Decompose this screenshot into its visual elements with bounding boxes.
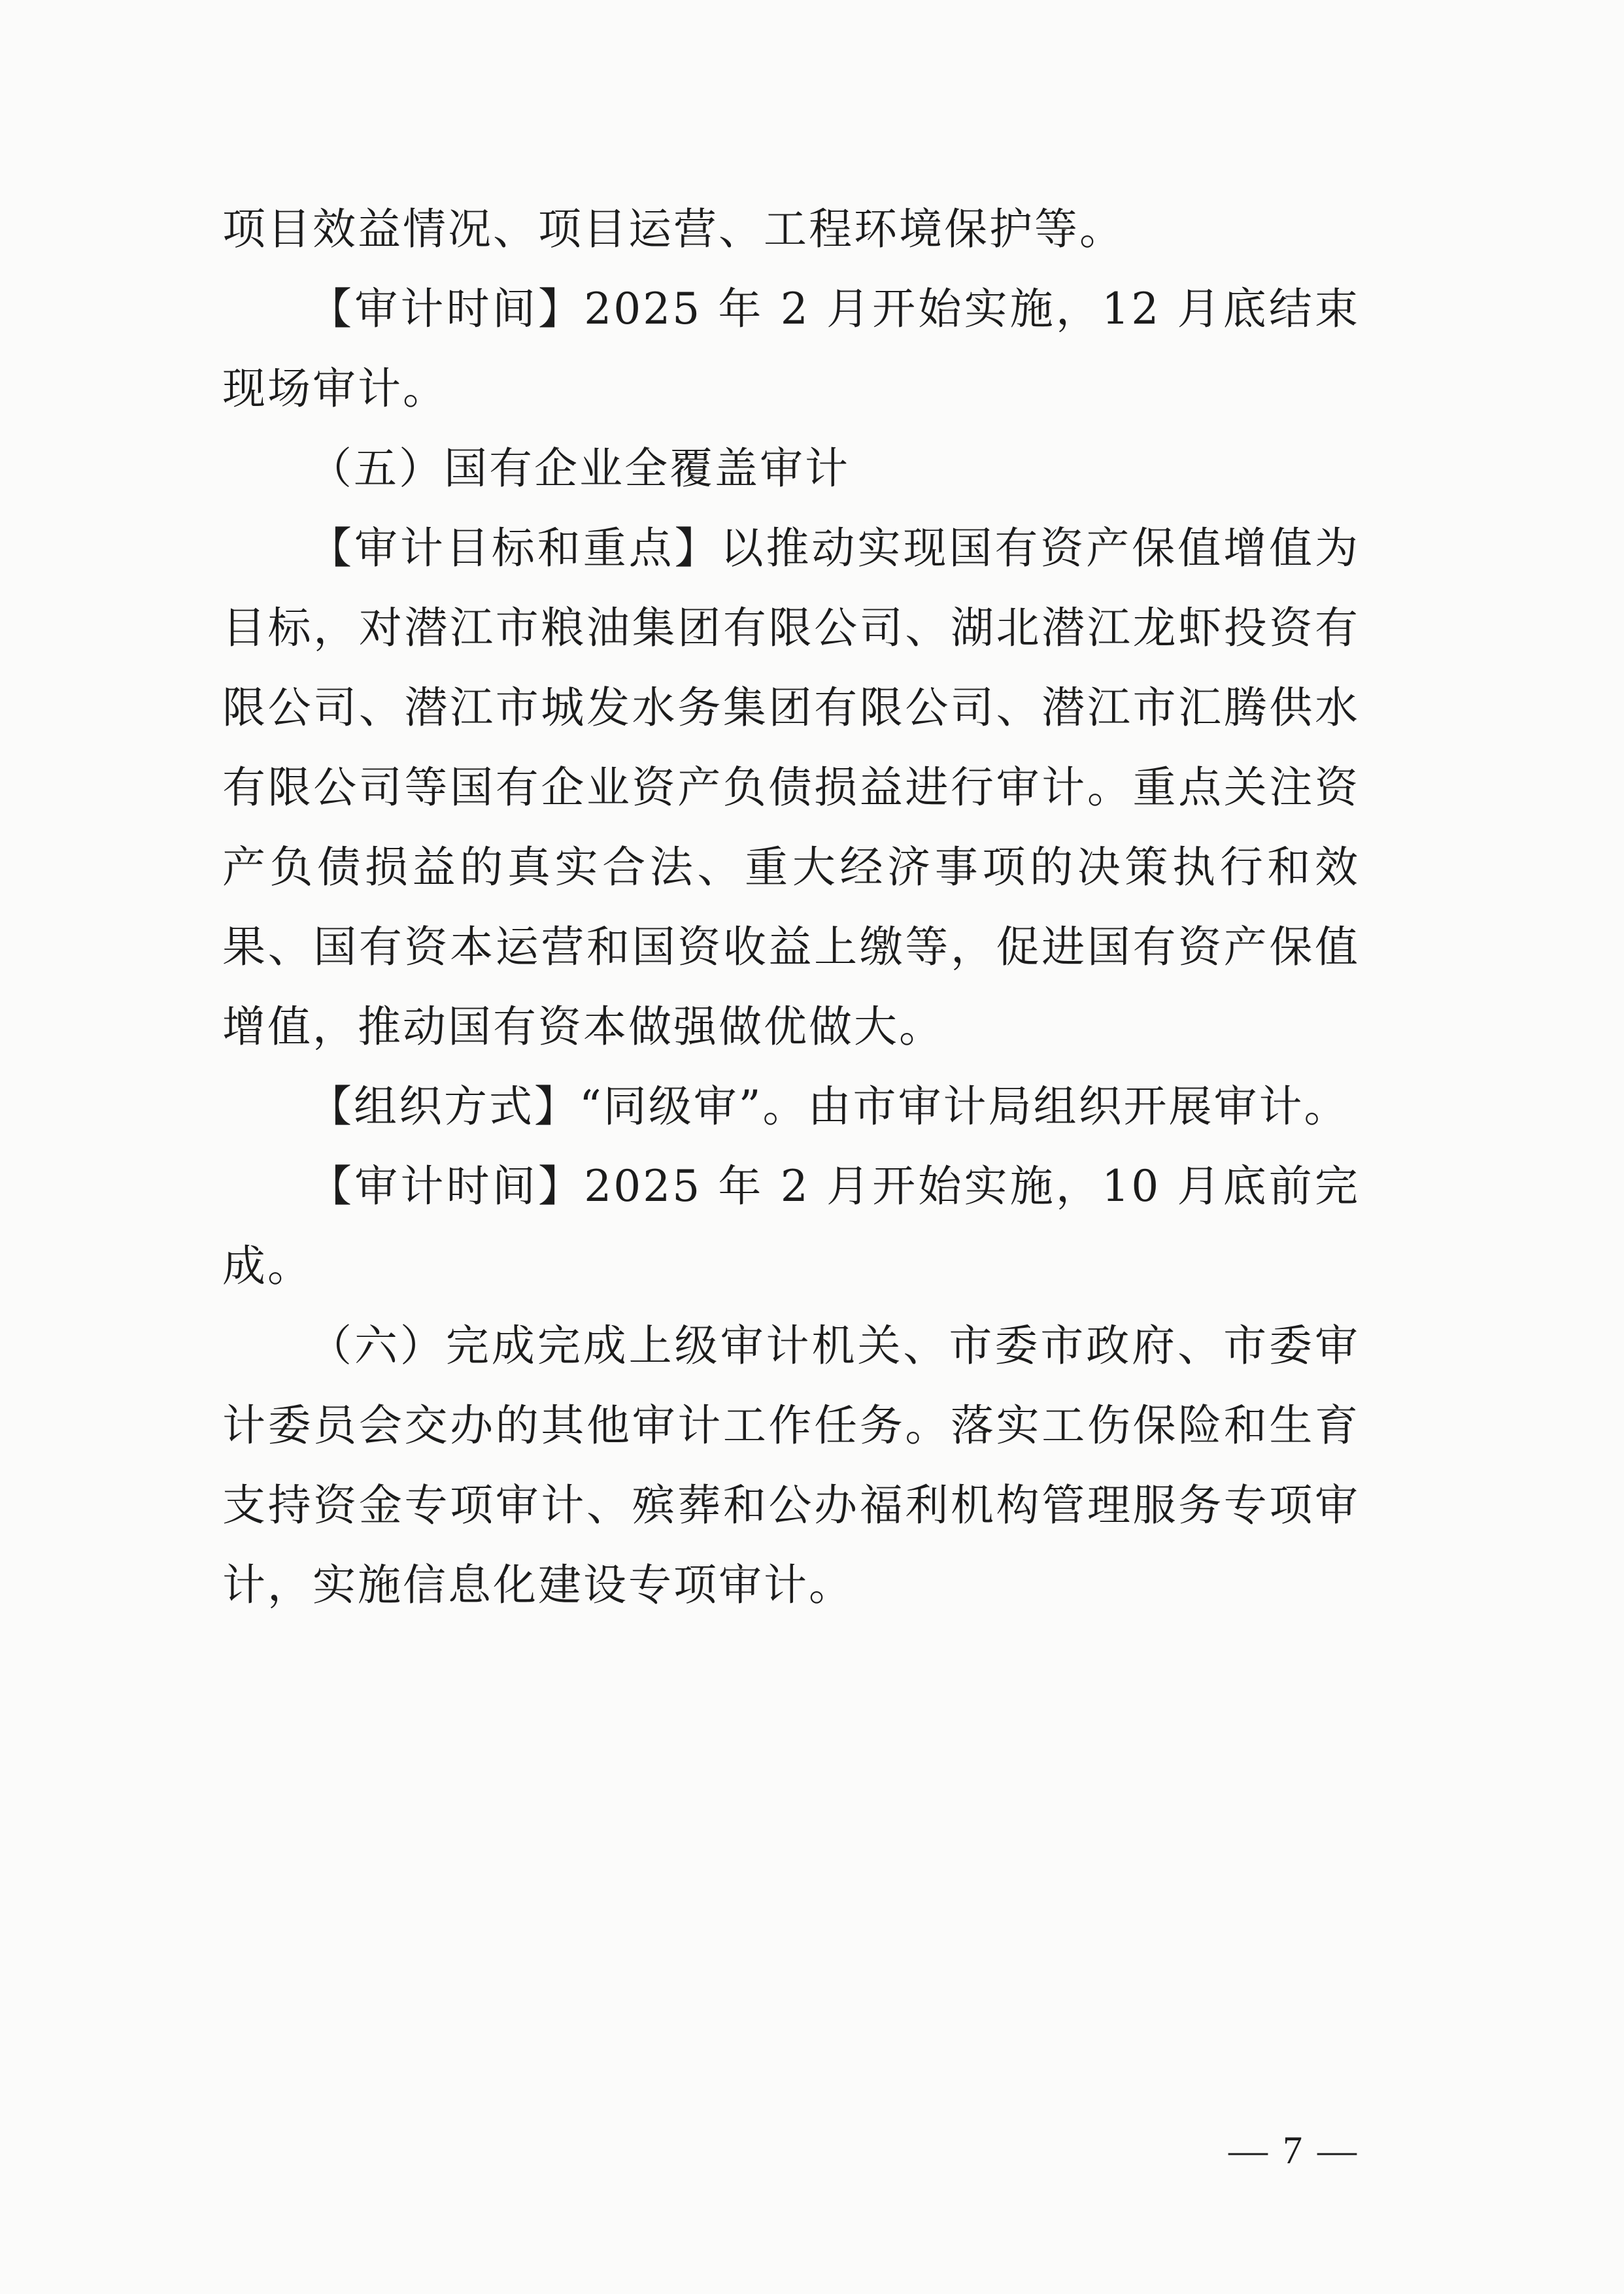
paragraph-project-benefits: 项目效益情况、项目运营、工程环境保护等。: [222, 204, 1125, 254]
document-body: [222, 190, 1360, 1625]
page-number: — 7 —: [1228, 2129, 1359, 2172]
section-heading-soe-audit: （五）国有企业全覆盖审计: [309, 443, 850, 494]
paragraph-audit-goals-focus: 【审计目标和重点】以推动实现国有资产保值增值为目标，对潜江市粮油集团有限公司、湖北潜江龙虾投资有限公司、潜江市城发水务集团有限公司、潜江市汇腾供水有限公司等国有企业资产负债损益进行审计。重点关注资产负债损益的真实合法、重大经济事项的决策执行和效果、国有资本运营和国资收益上缴等，促进国有资产保值增值，推动国有资本做强做优做大。: [222, 523, 1360, 1052]
paragraph-audit-time-soe: 【审计时间】2025 年 2 月开始实施，10 月底前完成。: [222, 1161, 1360, 1291]
paragraph-audit-time-projects: 【审计时间】2025 年 2 月开始实施，12 月底结束现场审计。: [222, 284, 1360, 414]
paragraph-organization-method: 【组织方式】“同级审”。由市审计局组织开展审计。: [309, 1081, 1349, 1132]
paragraph-other-tasks: （六）完成完成上级审计机关、市委市政府、市委审计委员会交办的其他审计工作任务。落实工伤保险和生育支持资金专项审计、殡葬和公办福利机构管理服务专项审计，实施信息化建设专项审计。: [222, 1321, 1360, 1610]
